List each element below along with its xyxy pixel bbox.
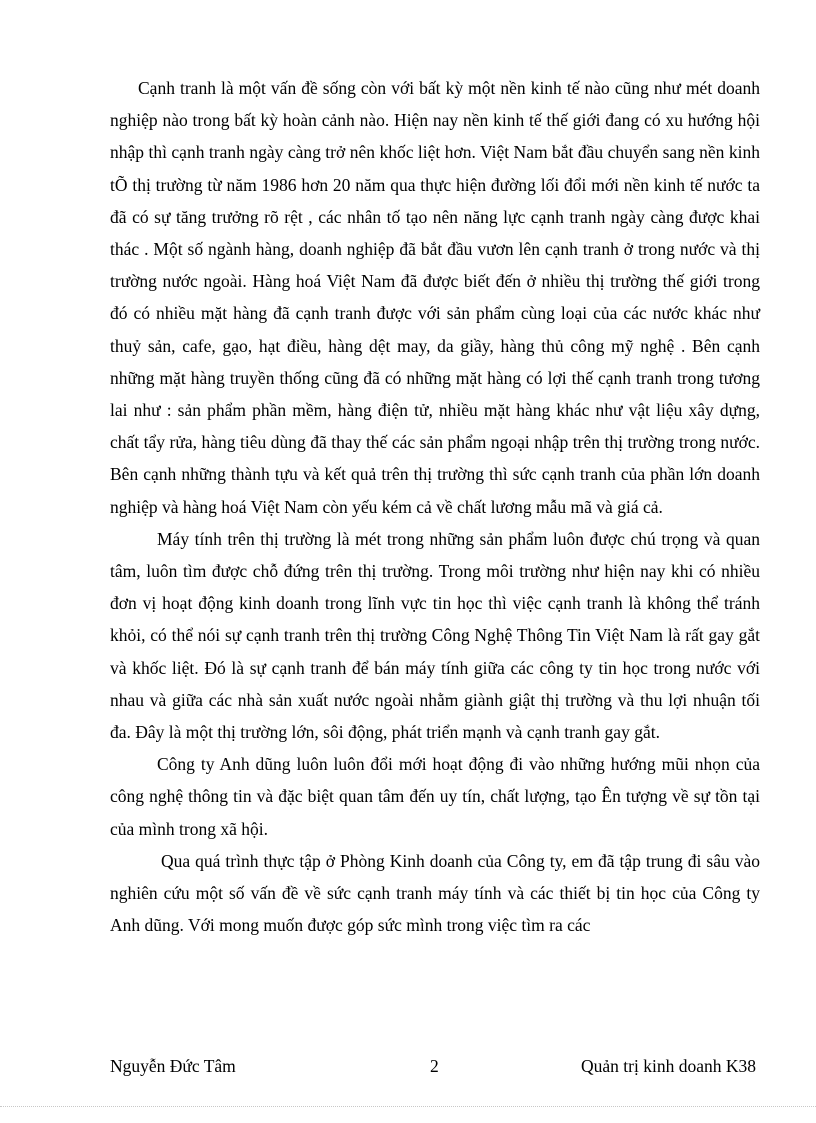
- paragraph-intro: Cạnh tranh là một vấn đề sống còn với bất kỳ một nền kinh tế nào cũng như mét doanh nghiệp nào trong bất kỳ hoàn cảnh nào. Hiện nay nền kinh tế thế giới đang có xu hướng hội nhập thì cạnh tranh ngày càng trở nên khốc liệt hơn. Việt Nam bắt đầu chuyển sang nền kinh tÕ thị trường từ năm 1986 hơn 20 năm qua thực hiện đường lối đổi mới nền kinh tế nước ta đã có sự tăng trưởng rõ rệt , các nhân tố tạo nên năng lực cạnh tranh ngày càng được khai thác . Một số ngành hàng, doanh nghiệp đã bắt đầu vươn lên cạnh tranh ở trong nước và thị trường nước ngoài. Hàng hoá Việt Nam đã được biết đến ở nhiều thị trường thế giới trong đó có nhiều mặt hàng đã cạnh tranh được với sản phẩm cùng loại của các nước khác như thuỷ sản, cafe, gạo, hạt điều, hàng dệt may, da giầy, hàng thủ công mỹ nghệ . Bên cạnh những mặt hàng truyền thống cũng đã có những mặt hàng có lợi thế cạnh tranh trong tương lai như : sản phẩm phần mềm, hàng điện tử, nhiều mặt hàng khác như vật liệu xây dựng, chất tẩy rửa, hàng tiêu dùng đã thay thế các sản phẩm ngoại nhập trên thị trường trong nước. Bên cạnh những thành tựu và kết quả trên thị trường thì sức cạnh tranh của phần lớn doanh nghiệp và hàng hoá Việt Nam còn yếu kém cả về chất lương mẫu mã và giá cả.: [110, 78, 760, 517]
- footer-program: Quản trị kinh doanh K38: [581, 1056, 756, 1076]
- paragraph-company: Công ty Anh dũng luôn luôn đổi mới hoạt động đi vào những hướng mũi nhọn của công nghệ thông tin và đặc biệt quan tâm đến uy tín, chất lượng, tạo Ên tượng về sự tồn tại của mình trong xã hội.: [110, 754, 760, 839]
- footer-author: Nguyễn Đức Tâm: [110, 1056, 236, 1076]
- page-bottom-divider: [0, 1106, 816, 1107]
- page-footer: [110, 1055, 760, 1077]
- paragraph-computer-market: Máy tính trên thị trường là mét trong những sản phẩm luôn được chú trọng và quan tâm, luôn tìm được chỗ đứng trên thị trường. Trong môi trường như hiện nay khi có nhiều đơn vị hoạt động kinh doanh trong lĩnh vực tin học thì việc cạnh tranh là không thể tránh khỏi, có thể nói sự cạnh tranh trên thị trường Công Nghệ Thông Tin Việt Nam là rất gay gắt và khốc liệt. Đó là sự cạnh tranh để bán máy tính giữa các công ty tin học trong nước với nhau và giữa các nhà sản xuất nước ngoài nhằm giành giật thị trường và thu lợi nhuận tối đa. Đây là một thị trường lớn, sôi động, phát triển mạnh và cạnh tranh gay gắt.: [110, 528, 760, 743]
- body-text: [110, 72, 760, 941]
- paragraph-internship: Qua quá trình thực tập ở Phòng Kinh doanh của Công ty, em đã tập trung đi sâu vào nghiên cứu một số vấn đề về sức cạnh tranh máy tính và các thiết bị tin học của Công ty Anh dũng. Với mong muốn được góp sức mình trong việc tìm ra các: [110, 850, 760, 936]
- footer-page-number: 2: [430, 1056, 439, 1076]
